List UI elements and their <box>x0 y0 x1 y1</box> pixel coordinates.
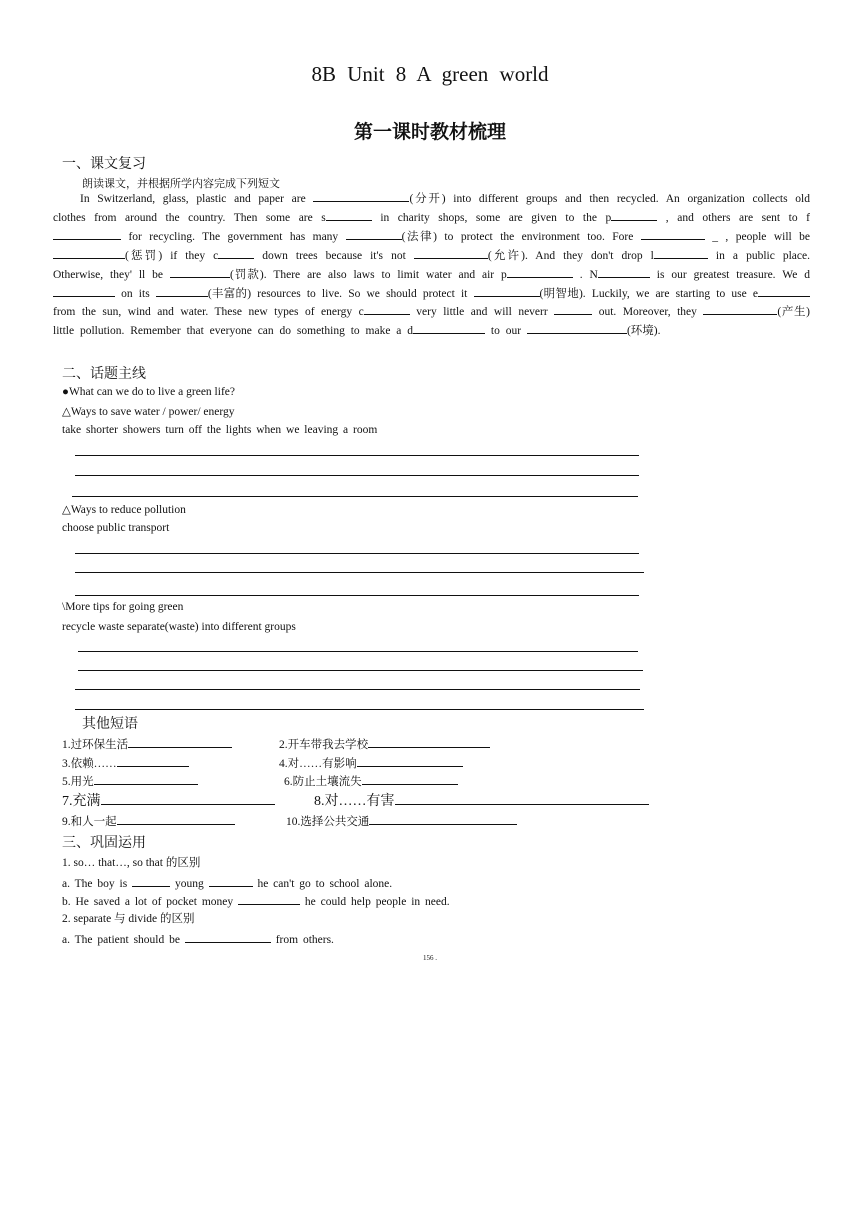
fill-blank[interactable] <box>326 209 372 221</box>
group3-example: recycle waste separate(waste) into different groups <box>62 621 296 633</box>
group1-title: △Ways to save water / power/ energy <box>62 406 235 418</box>
question-1b: b. He saved a lot of pocket money he could help people in need. <box>62 892 450 908</box>
phrase-item: 2.开车带我去学校 <box>279 735 490 752</box>
fill-blank[interactable] <box>368 735 490 748</box>
fill-blank[interactable] <box>641 228 705 240</box>
fill-blank[interactable] <box>362 772 458 785</box>
fill-blank[interactable] <box>170 266 230 278</box>
fill-blank[interactable] <box>414 247 488 259</box>
group1-example: take shorter showers turn off the lights when we leaving a room <box>62 424 378 436</box>
section2-heading: 二、话题主线 <box>62 366 146 382</box>
fill-blank[interactable] <box>474 285 540 297</box>
fill-blank[interactable] <box>654 247 708 259</box>
fill-blank[interactable] <box>364 303 410 315</box>
question-2: 2. separate 与 divide 的区别 <box>62 913 195 925</box>
fill-blank[interactable] <box>413 322 485 334</box>
fill-blank[interactable] <box>346 228 402 240</box>
section1-instruction: 朗读课文，并根据所学内容完成下列短文 <box>82 177 280 190</box>
fill-blank[interactable] <box>218 247 254 259</box>
fill-blank[interactable] <box>507 266 573 278</box>
fill-blank[interactable] <box>395 792 649 805</box>
fill-blank[interactable] <box>128 735 232 748</box>
fill-blank[interactable] <box>185 930 271 943</box>
answer-line[interactable] <box>75 595 639 596</box>
phrase-item: 6.防止土壤流失 <box>284 772 458 789</box>
answer-line[interactable] <box>72 496 638 497</box>
fill-blank[interactable] <box>611 209 657 221</box>
answer-line[interactable] <box>75 455 639 456</box>
phrase-item: 10.选择公共交通 <box>286 812 517 829</box>
phrase-item: 5.用光 <box>62 772 198 789</box>
group3-title: \More tips for going green <box>62 601 184 613</box>
fill-blank[interactable] <box>527 322 627 334</box>
section1-heading: 一、课文复习 <box>62 156 146 172</box>
answer-line[interactable] <box>75 689 640 690</box>
fill-blank[interactable] <box>313 190 409 202</box>
phrases-heading: 其他短语 <box>82 716 138 732</box>
fill-blank[interactable] <box>758 285 810 297</box>
phrase-item: 7.充满 <box>62 790 275 810</box>
fill-blank[interactable] <box>53 247 125 259</box>
fill-blank[interactable] <box>101 792 275 805</box>
phrase-item: 4.对……有影响 <box>279 754 463 771</box>
fill-blank[interactable] <box>703 303 777 315</box>
phrase-item: 3.依赖…… <box>62 754 189 771</box>
group2-example: choose public transport <box>62 522 170 534</box>
page-title: 8B Unit 8 A green world <box>311 62 549 86</box>
page-number: 156 . <box>423 954 437 962</box>
fill-blank[interactable] <box>132 874 170 887</box>
question-1: 1. so… that…, so that 的区别 <box>62 857 201 869</box>
answer-line[interactable] <box>75 475 639 476</box>
fill-blank[interactable] <box>53 228 121 240</box>
fill-blank[interactable] <box>117 812 235 825</box>
phrase-item: 1.过环保生活 <box>62 735 232 752</box>
group2-title: △Ways to reduce pollution <box>62 504 186 516</box>
section3-heading: 三、巩固运用 <box>62 835 146 851</box>
answer-line[interactable] <box>75 553 639 554</box>
fill-blank[interactable] <box>94 772 198 785</box>
fill-blank[interactable] <box>209 874 253 887</box>
phrase-item: 8.对……有害 <box>314 790 649 810</box>
fill-blank[interactable] <box>598 266 650 278</box>
review-passage: In Switzerland, glass, plastic and paper are (分开) into different groups and then recycled. An organization collects old clothes from around the country. Then some are s in charity shops, some are given to the p , and others are sent to f for recycling. The government has many (法律) to protect the environment too. Fore _ , people will be (惩罚) if they c down trees because it's not (允许). And they don't drop l in a public place. Otherwise, they' ll be (罚款). There are also laws to limit water and air p . N is our greatest treasure. We d on its (丰富的) resources to live. So we should protect it (明智地). Luckily, we are starting to use e from the sun, wind and water. These new types of energy c very little and will neverr out. Moreover, they (产生) little pollution. Remember that everyone can do something to make a d to our (环境). <box>53 190 810 341</box>
topic-question: ●What can we do to live a green life? <box>62 386 235 398</box>
fill-blank[interactable] <box>53 285 115 297</box>
answer-line[interactable] <box>75 709 644 710</box>
answer-line[interactable] <box>78 651 638 652</box>
answer-line[interactable] <box>75 572 644 573</box>
fill-blank[interactable] <box>117 754 189 767</box>
fill-blank[interactable] <box>369 812 517 825</box>
lesson-subtitle: 第一课时教材梳理 <box>353 121 506 143</box>
question-1a: a. The boy is young he can't go to school alone. <box>62 874 392 890</box>
phrase-item: 9.和人一起 <box>62 812 235 829</box>
fill-blank[interactable] <box>238 892 300 905</box>
fill-blank[interactable] <box>156 285 208 297</box>
answer-line[interactable] <box>78 670 643 671</box>
fill-blank[interactable] <box>554 303 592 315</box>
fill-blank[interactable] <box>357 754 463 767</box>
question-2a: a. The patient should be from others. <box>62 930 334 946</box>
